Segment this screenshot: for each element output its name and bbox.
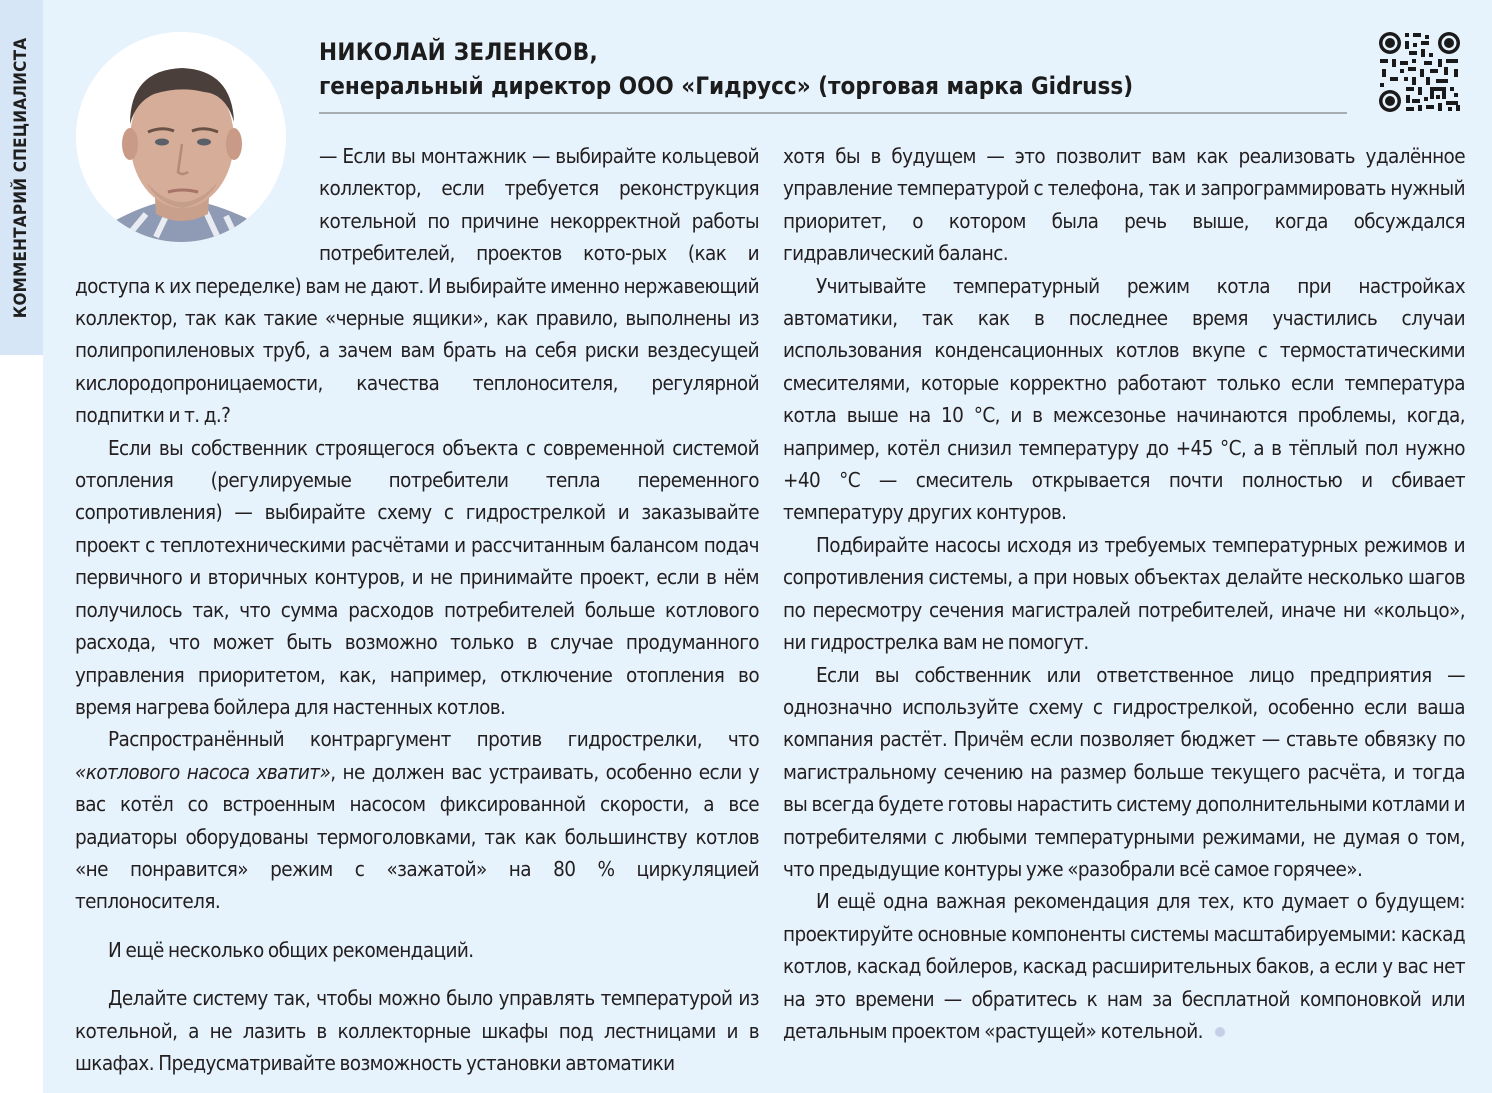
paragraph: Если вы собственник или ответственное лицо предприятия — однозначно используйте схему с гидрострелкой, особенно если ваша компания растёт. Причём если позволяет бюджет — ставьте обвязку по магистральному сечению на размер больше текущего расчёта, и тогда вы всегда будете готовы нарастить систему дополнительными котлами и потребителями с любыми температурными режимами, не думая о том, что предыдущие контуры уже «разобрали всё самое горячее». [783, 662, 1465, 881]
author-role: генеральный директор ООО «Гидрусс» (торговая марка Gidruss) [319, 72, 1134, 100]
paragraph: хотя бы в будущем — это позволит вам как реализовать удалённое управление температурой с телефона, так и запрограммировать нужный приоритет, о котором была речь выше, когда обсуждался гидравлический баланс. [783, 144, 1465, 266]
paragraph: Делайте систему так, чтобы можно было управлять температурой из котельной, а не лазить в коллекторные шкафы под лестницами и в шкафах. Предусматривайте возможность установки автоматики [75, 986, 759, 1075]
paragraph-text: , не должен вас устраивать, особенно если у вас котёл со встроенным насосом фиксированной скорости, а все радиаторы оборудованы термоголовками, так как большинству котлов «не понравится» режим с «зажатой» на 80 % циркуляцией теплоносителя. [75, 759, 759, 914]
article-column-2 [783, 140, 1465, 1047]
paragraph [783, 885, 1465, 1047]
paragraph-text: — Если вы монтажник — выбирайте кольцевой коллектор, если требуется реконструкция котельной по причине некорректной работы потребителей, проектов кото- [319, 144, 759, 266]
paragraph: И ещё несколько общих рекомендаций. [108, 937, 474, 962]
photo-space [75, 140, 319, 268]
paragraph: Если вы собственник строящегося объекта с современной системой отопления (регулируемые потребители тепла переменного сопротивления) — выбирайте схему с гидрострелкой и заказывайте проект с теплотехническими расчётами и рассчитанным балансом подач первичного и вторичных контуров, и не принимайте проект, если в нём получилось так, что сумма расходов потребителей больше котлового расхода, что может быть возможно только в случае продуманного управления приоритетом, как, например, отключение отопления во время нагрева бойлера для настенных котлов. [75, 435, 759, 719]
paragraph-text: Распространённый контраргумент против гидрострелки, что [108, 727, 759, 752]
paragraph: Учитывайте температурный режим котла при настройках автоматики, так как в последнее время участились случаи использования конденсационных котлов вкупе с термостатическими смесителями, которые корректно работают только если температура котла выше на 10 °C, и в межсезонье начинаются проблемы, когда, например, котёл снизил температуру до +45 °C, а в тёплый пол нужно +40 °C — смеситель открывается почти полностью и сбивает температуру других контуров. [783, 273, 1465, 525]
article-column-1 [75, 140, 759, 1079]
author-name: НИКОЛАЙ ЗЕЛЕНКОВ, [319, 38, 598, 66]
section-label: КОММЕНТАРИЙ СПЕЦИАЛИСТА [11, 37, 31, 319]
end-of-article-dot-icon [1215, 1027, 1225, 1037]
section-tab [0, 0, 43, 355]
italic-quote: «котлового насоса хватит» [75, 759, 331, 784]
paragraph-text: рых (как и доступа к их переделке) вам не дают. И выбирайте именно нержавеющий коллектор, так как такие «черные ящики», как правило, выполнены из полипропиленовых труб, а зачем вам брать на себя риски вездесущей кислородопроницаемости, качества теплоносителя, регулярной подпитки и т. д.? [75, 241, 759, 428]
paragraph: Подбирайте насосы исходя из требуемых температурных режимов и сопротивления системы, а при новых объектах делайте несколько шагов по пересмотру сечения магистралей потребителей, иначе ни «кольцо», ни гидрострелка вам не помогут. [783, 532, 1465, 655]
paragraph [75, 723, 759, 917]
paragraph-text: И ещё одна важная рекомендация для тех, кто думает о будущем: проектируйте основные компоненты системы масштабируемыми: каскад котлов, каскад бойлеров, каскад расширительных баков, а если у вас нет на это времени — обратитесь к нам за бесплатной компоновкой или детальным проектом «растущей» котельной. [783, 889, 1465, 1043]
qr-code-icon[interactable] [1378, 31, 1462, 113]
header-divider [319, 112, 1347, 114]
